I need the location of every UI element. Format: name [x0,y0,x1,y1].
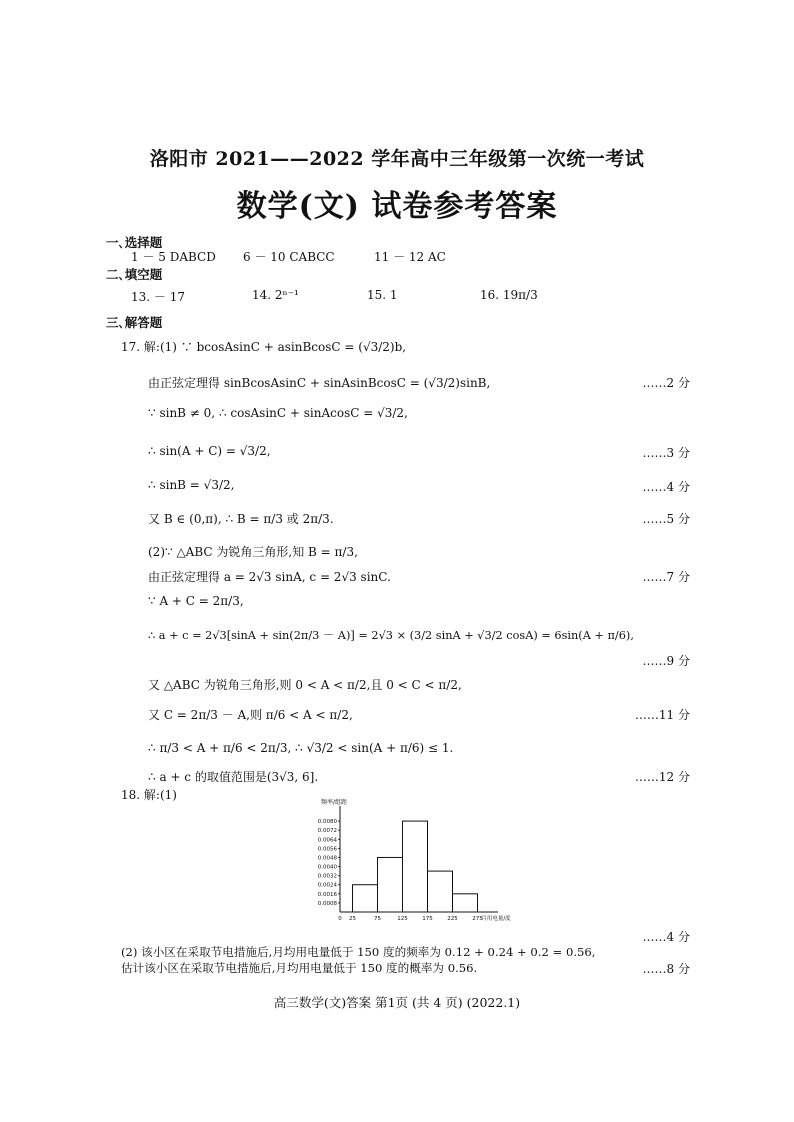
q17-line: 由正弦定理得 a = 2√3 sinA, c = 2√3 sinC. [148,570,391,584]
x-axis-label: 月用电量/度 [481,916,511,922]
q17-line: ∵ A + C = 2π/3, [148,594,244,608]
x-tick-label: 225 [447,916,458,922]
y-tick-label: 0.0048 [317,855,337,862]
x-tick-label: 275 [472,916,483,922]
x-tick-label: 75 [374,916,381,922]
q17-line: ∴ sin(A + C) = √3/2, [148,444,271,458]
x-tick-label: 0 [338,916,342,922]
q17-line: ∴ a + c 的取值范围是(3√3, 6]. [148,770,319,784]
q17-line: 又 B ∈ (0,π), ∴ B = π/3 或 2π/3. [148,512,334,526]
score-mark: ……5 分 [642,512,690,526]
score-mark: ……4 分 [642,480,690,494]
histogram-bar [353,885,378,912]
q17-line: 17. 解:(1) ∵ bcosAsinC + asinBcosC = (√3/2)b, [121,340,407,354]
score-mark: ……9 分 [642,654,690,668]
y-tick-label: 0.0040 [317,864,337,871]
y-tick-label: 0.0080 [317,819,337,826]
q18-line: (2) 该小区在采取节电措施后,月均用电量低于 150 度的频率为 0.12 + 0.24 + 0.2 = 0.56, [121,945,596,959]
y-tick-label: 0.0016 [317,891,337,898]
answer-15: 15. 1 [367,288,398,302]
score-mark: ……3 分 [642,446,690,460]
histogram-bar [378,857,403,912]
y-tick-label: 0.0056 [317,846,337,853]
q17-line: 又 C = 2π/3 － A,则 π/6 < A < π/2, [148,708,353,722]
histogram-bar [428,871,453,912]
histogram-bar [403,821,428,912]
q17-line: ∴ π/3 < A + π/6 < 2π/3, ∴ √3/2 < sin(A + π/6) ≤ 1. [148,741,454,755]
doc-subtitle: 数学(文) 试卷参考答案 [236,189,558,224]
q17-line: ∵ sinB ≠ 0, ∴ cosAsinC + sinAcosC = √3/2, [148,406,408,420]
score-mark: ……2 分 [642,376,690,390]
x-tick-label: 175 [422,916,433,922]
answers-6-10: 6 － 10 CABCC [243,250,335,264]
x-tick-label: 25 [349,916,356,922]
score-mark: ……7 分 [642,570,690,584]
q18-heading: 18. 解:(1) [121,788,177,802]
y-tick-label: 0.0072 [317,828,337,835]
q17-line: (2)∵ △ABC 为锐角三角形,知 B = π/3, [148,545,358,559]
q17-line: ∴ a + c = 2√3[sinA + sin(2π/3 － A)] = 2√3 × (3/2 sinA + √3/2 cosA) = 6sin(A + π/6), [148,629,634,642]
answer-14: 14. 2ⁿ⁻¹ [252,288,299,302]
frequency-histogram [300,799,511,922]
y-axis-label: 频率/组距 [320,799,348,806]
answer-16: 16. 19π/3 [480,288,538,302]
q17-line: ∴ sinB = √3/2, [148,478,235,492]
score-mark: ……11 分 [634,708,690,722]
q17-line: 又 △ABC 为锐角三角形,则 0 < A < π/2,且 0 < C < π/2, [148,678,462,692]
section-heading-choice: 一､选择题 [106,235,163,250]
y-tick-label: 0.0064 [317,837,337,844]
answers-11-12: 11 － 12 AC [374,250,446,264]
page-footer: 高三数学(文)答案 第1页 (共 4 页) (2022.1) [273,995,521,1010]
y-tick-label: 0.0008 [317,900,337,907]
x-tick-label: 125 [397,916,408,922]
answer-13: 13. － 17 [131,290,185,304]
section-heading-fill: 二､填空题 [106,267,163,282]
score-mark: ……12 分 [634,770,690,784]
score-mark: ……4 分 [642,930,690,944]
answers-1-5: 1 － 5 DABCD [131,250,216,264]
y-tick-label: 0.0032 [317,873,337,880]
exam-title: 洛阳市 2021——2022 学年高中三年级第一次统一考试 [149,148,645,170]
y-tick-label: 0.0024 [317,882,337,889]
histogram-bar [453,894,478,912]
q18-line: 估计该小区在采取节电措施后,月均用电量低于 150 度的概率为 0.56. [121,961,478,975]
score-mark: ……8 分 [642,962,690,976]
section-heading-solve: 三､解答题 [106,315,163,330]
q17-line: 由正弦定理得 sinBcosAsinC + sinAsinBcosC = (√3/2)sinB, [148,376,491,390]
